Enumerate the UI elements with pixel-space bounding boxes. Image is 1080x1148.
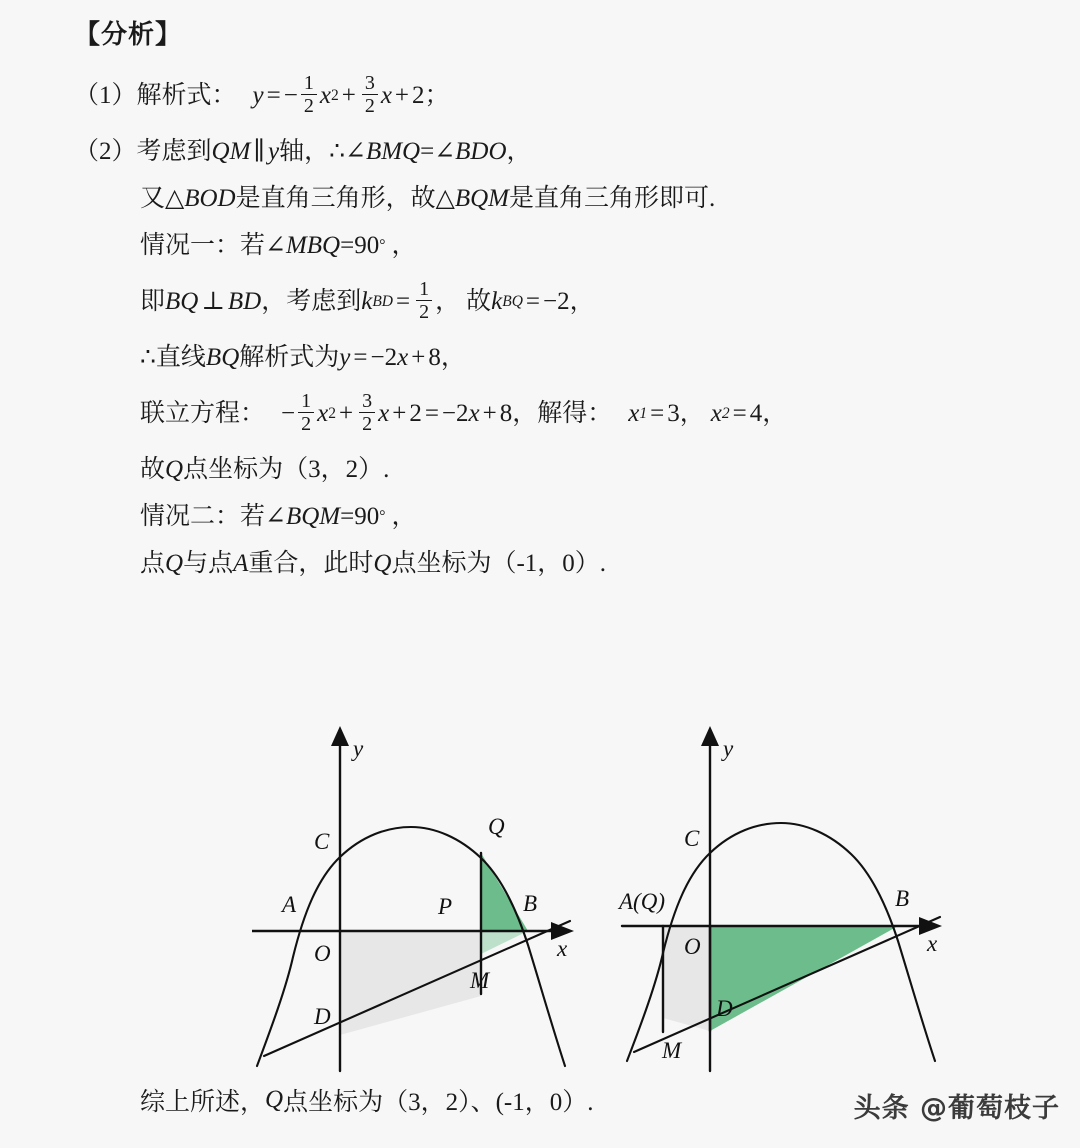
right-triangle-text-2: 是直角三角形即可. <box>509 185 716 212</box>
watermark-source: 头条 <box>853 1093 910 1124</box>
eq1-frac1-numerator: 1 <box>303 71 314 94</box>
segment-bd: BD <box>227 288 262 315</box>
slope-k-bq-subscript: BQ <box>502 292 523 310</box>
label-y-axis-fig1: y <box>353 736 364 761</box>
simul-equals: = <box>424 400 439 427</box>
slope-k-bd-subscript: BD <box>372 292 393 310</box>
label-point-m-fig1: M <box>470 968 490 993</box>
solution-eq-1: = <box>650 400 665 427</box>
case1-heading-line <box>74 233 1080 258</box>
slope-k-bd: k <box>361 288 373 315</box>
line-bq-x: x <box>397 344 409 371</box>
y-axis-arrow-2 <box>701 726 719 746</box>
footer <box>0 1082 1080 1134</box>
perp-mid-text: ，考虑到 <box>261 288 362 315</box>
green-region-obd <box>710 926 898 1031</box>
eq1-terminator: ； <box>424 82 450 109</box>
watermark-handle: @葡萄枝子 <box>920 1093 1060 1124</box>
conclusion-prefix: 综上所述， <box>140 1089 266 1116</box>
degree-symbol-1: ° <box>379 236 386 254</box>
case2-equals-90: =90 <box>340 503 380 530</box>
label-point-o-fig2: O <box>684 934 701 959</box>
angle-bqm: ∠BQM <box>265 503 341 530</box>
simul-rhs-const: 8 <box>499 400 513 427</box>
simul-f1-den: 2 <box>298 412 314 434</box>
case-1-diagram <box>252 726 582 1076</box>
line-bq-prefix: 直线 <box>155 344 206 371</box>
equals-3: = <box>525 288 541 315</box>
solution-comma: ， <box>679 400 705 427</box>
case2-comma: ， <box>391 503 417 530</box>
eq1-constant: 2 <box>412 82 425 109</box>
figures-container <box>0 726 1080 1076</box>
case2-heading-line <box>74 504 1080 529</box>
label-point-a-fig1: A <box>282 892 297 917</box>
label-x-axis-fig1: x <box>557 936 568 961</box>
solution-value-1: 3 <box>667 400 680 427</box>
simul-f1-num: 1 <box>301 389 312 412</box>
label-point-p-fig1: P <box>438 894 453 919</box>
therefore-symbol-1: ∴ <box>329 138 345 165</box>
label-y-axis-fig2: y <box>723 736 734 761</box>
eq1-var-x: x <box>380 82 392 109</box>
point-a: A <box>233 550 249 577</box>
fraction-one-half-kbd <box>416 279 432 322</box>
axis-word: 轴， <box>279 138 330 165</box>
simul-exponent: 2 <box>328 404 336 422</box>
slope-k-bq: k <box>491 288 503 315</box>
simultaneous-equation-line <box>74 389 1080 435</box>
point-q-1: Q <box>165 456 184 483</box>
q-coincide-line <box>74 551 1080 576</box>
solution-x2-sub: 2 <box>721 404 730 422</box>
segment-bq: BQ <box>165 288 199 315</box>
q-coordinate-case1-line <box>74 457 1080 482</box>
q-coincide-prefix: 点 <box>140 550 166 577</box>
section-heading: 【分析】 <box>74 20 183 49</box>
eq1-plus2: + <box>394 82 410 109</box>
line-bq-coeff: −2 <box>370 344 398 371</box>
comma-5: ， <box>762 400 788 427</box>
comma-3: ， <box>569 288 595 315</box>
simul-plus-3: + <box>482 400 497 427</box>
simul-f2-num: 3 <box>362 389 373 412</box>
solution-eq-2: = <box>732 400 747 427</box>
degree-symbol-2: ° <box>379 507 386 525</box>
axis-y-ref: y <box>267 138 280 165</box>
gu-word: 故 <box>466 288 492 315</box>
label-point-d-fig1: D <box>314 1004 331 1029</box>
label-point-b-fig1: B <box>523 891 538 916</box>
simul-f2-den: 2 <box>359 412 375 434</box>
triangle-bod: BOD <box>184 185 236 212</box>
label-point-c-fig1: C <box>314 829 330 854</box>
eq1-fraction-three-halves <box>362 73 378 116</box>
kbd-frac-denominator: 2 <box>416 300 432 322</box>
eq1-frac2-numerator: 3 <box>364 71 375 94</box>
simul-minus: − <box>281 400 296 427</box>
simul-x1: x <box>317 400 329 427</box>
label-point-c-fig2: C <box>684 826 700 851</box>
q-coord-value-1: 点坐标为（3，2）. <box>183 456 390 483</box>
solution-x2: x <box>710 400 722 427</box>
segment-qm: QM <box>211 138 251 165</box>
simul-plus-1: + <box>338 400 354 427</box>
point-q-3: Q <box>373 550 392 577</box>
comma-2: ， <box>435 288 461 315</box>
label-point-b-fig2: B <box>895 886 910 911</box>
comma-4: ， <box>440 344 466 371</box>
q-coincide-mid2: 重合，此时 <box>248 550 374 577</box>
part1-label: （1）解析式： <box>74 82 237 109</box>
conclusion-coordinates: 点坐标为（3，2）、(-1，0）. <box>283 1089 594 1116</box>
simul-fraction-one-half <box>298 391 314 434</box>
watermark <box>854 1086 1060 1125</box>
eq1-minus: − <box>283 82 298 109</box>
perpendicular-symbol: ⊥ <box>201 288 225 315</box>
y-axis-arrow <box>331 726 349 746</box>
right-triangle-text-1: 是直角三角形，故△ <box>235 185 455 212</box>
label-point-o-fig1: O <box>314 941 331 966</box>
solution-x1: x <box>628 400 640 427</box>
plus-1: + <box>411 344 426 371</box>
angle-mbq: ∠MBQ <box>265 232 341 259</box>
q-coincide-mid: 与点 <box>183 550 234 577</box>
q-coord-prefix: 故 <box>140 456 166 483</box>
q-coord-value-2: 点坐标为（-1，0）. <box>391 550 607 577</box>
solution-x1-sub: 1 <box>639 404 648 422</box>
label-point-m-fig2: M <box>662 1038 682 1063</box>
point-q-2: Q <box>165 550 184 577</box>
case-2-diagram <box>612 726 952 1076</box>
conclusion-point-q: Q <box>265 1086 284 1113</box>
part1-line <box>74 71 1080 117</box>
simul-prefix: 联立方程： <box>140 400 266 427</box>
line-bq-intercept: 8 <box>428 344 441 371</box>
eq1-exponent: 2 <box>330 86 339 104</box>
eq1-plus: + <box>341 82 356 109</box>
part2-line1 <box>74 139 1080 164</box>
simul-two: 2 <box>409 400 422 427</box>
kbd-frac-numerator: 1 <box>419 277 430 300</box>
simul-rhs-coeff: −2 <box>441 400 469 427</box>
eq1-frac1-denominator: 2 <box>301 94 317 116</box>
eq1-var-x-squared: x <box>319 82 331 109</box>
angle-bmq: ∠BMQ <box>345 138 421 165</box>
line-bq-y: y <box>339 344 351 371</box>
eq1-frac2-denominator: 2 <box>362 94 378 116</box>
eq1-lhs: y <box>252 82 264 109</box>
simul-x2: x <box>378 400 390 427</box>
simul-solve-text: ，解得： <box>512 400 613 427</box>
part2-line2 <box>74 186 1080 211</box>
perp-prefix: 即 <box>140 288 166 315</box>
simul-fraction-three-halves <box>359 391 375 434</box>
triangle-bqm: BQM <box>454 185 510 212</box>
equals-4: = <box>353 344 368 371</box>
case1-label: 情况一：若 <box>140 232 266 259</box>
part2-label: （2）考虑到 <box>74 138 212 165</box>
case1-comma: ， <box>391 232 417 259</box>
case2-label: 情况二：若 <box>140 503 266 530</box>
equals-2: = <box>395 288 411 315</box>
slope-k-bq-value: −2 <box>543 288 570 315</box>
line-bq-mid: 解析式为 <box>239 344 340 371</box>
label-point-aq-fig2: A(Q) <box>619 889 665 914</box>
simul-plus-2: + <box>392 400 407 427</box>
simul-x3: x <box>468 400 480 427</box>
line-bq-name: BQ <box>205 344 240 371</box>
solution-value-2: 4 <box>749 400 763 427</box>
triangle-bod-prefix: 又△ <box>140 185 185 212</box>
eq1-fraction-one-half <box>301 73 317 116</box>
equals-1: = <box>420 138 435 165</box>
perpendicular-line <box>74 277 1080 323</box>
label-point-d-fig2: D <box>716 996 733 1021</box>
angle-bdo: ∠BDO <box>434 138 507 165</box>
label-point-q-fig1: Q <box>488 814 505 839</box>
conclusion-line <box>140 1082 593 1118</box>
eq1-equals: = <box>266 82 281 109</box>
therefore-symbol-2: ∴ <box>140 344 156 371</box>
line-bq-equation-line <box>74 345 1080 370</box>
parallel-symbol: ∥ <box>253 138 265 165</box>
comma-1: ， <box>506 138 532 165</box>
gray-region-opmd-true <box>340 931 481 1035</box>
case1-equals-90: =90 <box>340 232 380 259</box>
label-x-axis-fig2: x <box>927 931 938 956</box>
